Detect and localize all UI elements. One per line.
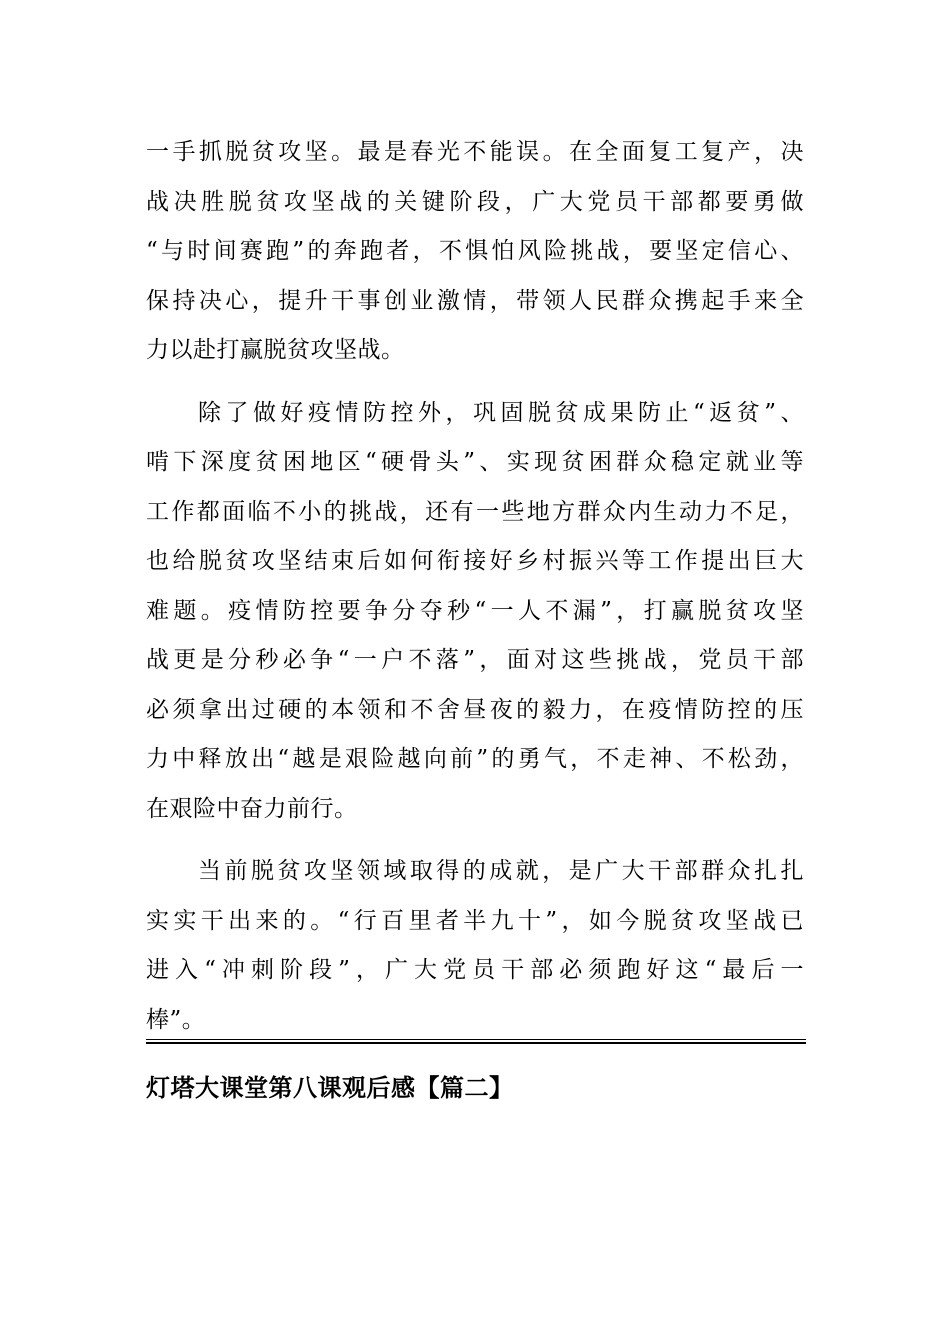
text-line: 一手抓脱贫攻坚。最是春光不能误。在全面复工复产，决 <box>146 139 804 165</box>
text-line: 当前脱贫攻坚领域取得的成就，是广大干部群众扎扎 <box>198 858 804 884</box>
text-line: 在艰险中奋力前行。 <box>146 795 358 822</box>
text-line: 棒”。 <box>146 1006 206 1033</box>
paragraph-2 <box>146 389 804 835</box>
section-divider <box>146 1039 806 1045</box>
paragraph-1 <box>146 128 804 376</box>
divider-thick-line <box>146 1042 806 1044</box>
text-line: 进入“冲刺阶段”，广大党员干部必须跑好这“最后一 <box>146 957 804 983</box>
text-line: 必须拿出过硬的本领和不舍昼夜的毅力，在疫情防控的压 <box>146 696 804 723</box>
paragraph-3 <box>146 847 804 1045</box>
text-line: 工作都面临不小的挑战，还有一些地方群众内生动力不足， <box>146 498 804 525</box>
body-text <box>146 128 804 1045</box>
text-line: “与时间赛跑”的奔跑者，不惧怕风险挑战，要坚定信心、 <box>146 238 804 264</box>
text-line: 啃下深度贫困地区“硬骨头”、实现贫困群众稳定就业等 <box>146 449 804 475</box>
text-line: 难题。疫情防控要争分夺秒“一人不漏”，打赢脱贫攻坚 <box>146 597 804 624</box>
text-line: 保持决心，提升干事创业激情，带领人民群众携起手来全 <box>146 287 804 314</box>
text-line: 力以赴打赢脱贫攻坚战。 <box>146 337 405 363</box>
text-line: 实实干出来的。“行百里者半九十”，如今脱贫攻坚战已 <box>146 907 804 934</box>
text-line: 战决胜脱贫攻坚战的关键阶段，广大党员干部都要勇做 <box>146 188 804 215</box>
text-line: 也给脱贫攻坚结束后如何衔接好乡村振兴等工作提出巨大 <box>146 548 804 574</box>
text-line: 战更是分秒必争“一户不落”，面对这些挑战，党员干部 <box>146 647 804 673</box>
text-line: 力中释放出“越是艰险越向前”的勇气，不走神、不松劲， <box>146 746 804 772</box>
text-line: 除了做好疫情防控外，巩固脱贫成果防止“返贫”、 <box>198 399 804 426</box>
divider-thin-line <box>146 1039 806 1040</box>
section-heading: 灯塔大课堂第八课观后感【篇二】 <box>146 1074 514 1102</box>
